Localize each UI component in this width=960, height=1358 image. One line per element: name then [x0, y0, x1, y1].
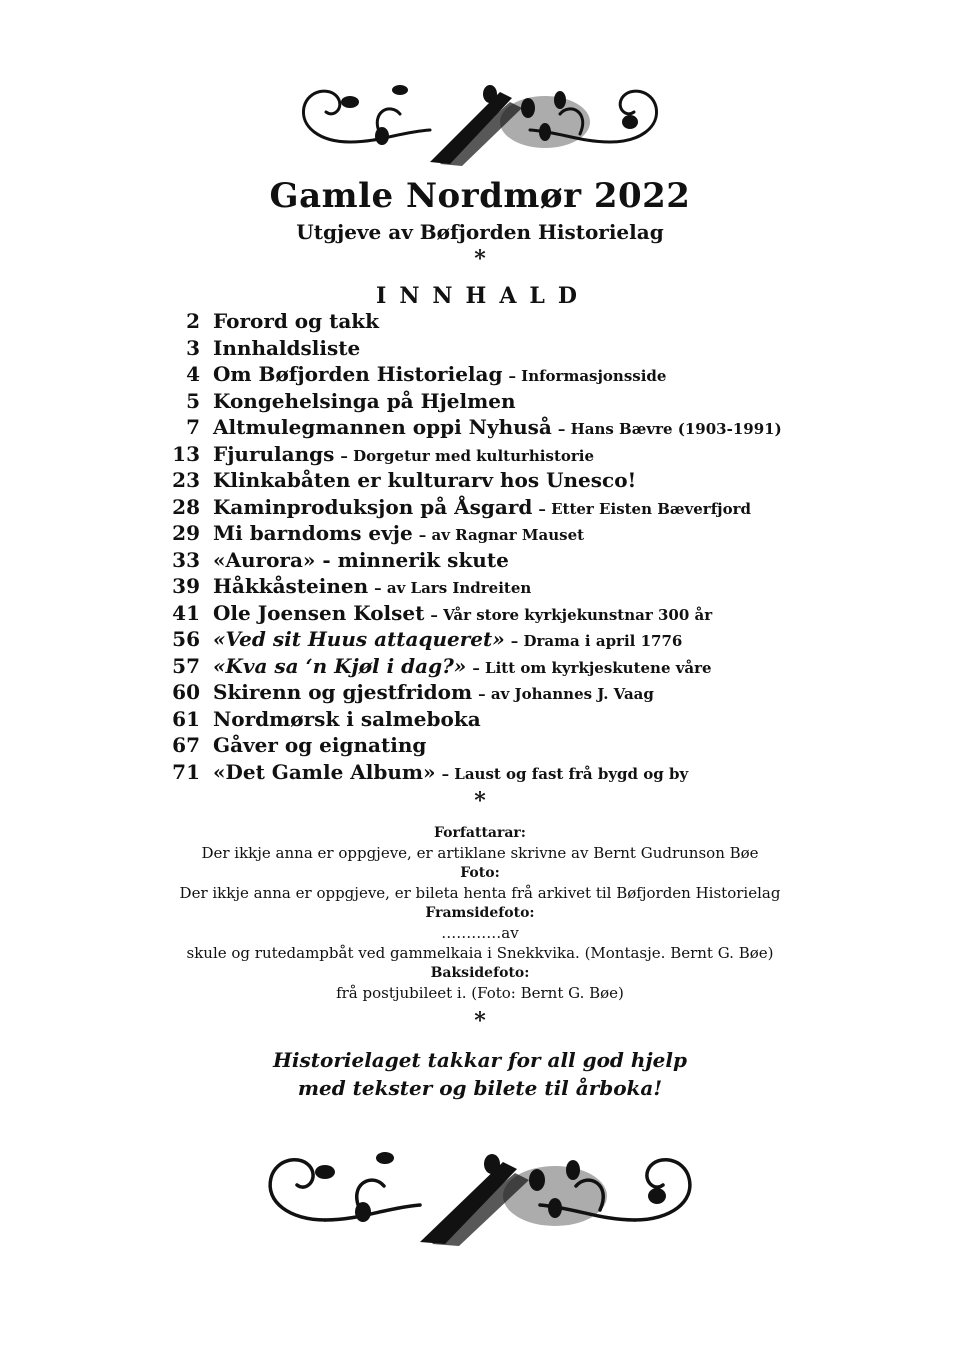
cover-photo-line2: skule og rutedampbåt ved gammelkaia i Snekkvika. (Montasje. Bernt G. Bøe): [186, 944, 774, 962]
toc-item: [160, 389, 840, 416]
toc-page-number: 56: [172, 627, 200, 651]
toc-page-number: 39: [172, 574, 200, 598]
thanks-line-2: med tekster og bilete til årboka!: [297, 1076, 663, 1100]
toc-title: Om Bøfjorden Historielag: [213, 362, 503, 386]
cover-photo-line1: …………av: [441, 924, 519, 942]
toc-page-number: 71: [172, 759, 200, 784]
toc-subtitle: – av Lars Indreiten: [374, 579, 532, 597]
toc-title: Mi barndoms evje: [213, 521, 413, 545]
toc-item: [160, 336, 840, 363]
toc-page-number: 67: [172, 733, 200, 757]
separator-star: *: [474, 1008, 486, 1034]
toc-page-number: 61: [172, 706, 200, 731]
back-photo-label: Baksidefoto:: [430, 965, 530, 981]
toc-title: Nordmørsk i salmeboka: [213, 706, 481, 731]
photo-label: Foto:: [460, 865, 500, 881]
toc-item: [160, 362, 840, 389]
toc-item: [160, 521, 840, 548]
toc-page-number: 57: [172, 653, 200, 678]
toc-page-number: 13: [172, 441, 200, 466]
toc-page-number: 23: [172, 468, 200, 492]
toc-page-number: 4: [186, 362, 200, 386]
toc-subtitle: – Etter Eisten Bæverfjord: [538, 499, 751, 518]
toc-title: Forord og takk: [213, 309, 380, 333]
toc-item: [160, 680, 840, 707]
toc-title: Skirenn og gjestfridom: [213, 680, 473, 704]
toc-item: [160, 442, 840, 469]
separator-star: *: [474, 246, 486, 272]
thanks-line-1: Historielaget takkar for all god hjelp: [273, 1048, 687, 1072]
toc-item: [160, 548, 840, 575]
toc-title: Håkkåsteinen: [213, 574, 369, 598]
birds-scroll-ornament-icon: [290, 72, 670, 168]
toc-title: «Aurora» - minnerik skute: [213, 547, 509, 572]
toc-title: Innhaldsliste: [213, 335, 361, 360]
separator-star: *: [474, 788, 486, 814]
toc-page-number: 5: [186, 388, 200, 413]
toc-subtitle: – Dorgetur med kulturhistorie: [340, 446, 595, 465]
toc-item: [160, 760, 840, 787]
cover-photo-label: Framsidefoto:: [425, 905, 535, 921]
toc-item: [160, 707, 840, 734]
toc-item: [160, 733, 840, 760]
toc-subtitle: – av Ragnar Mauset: [418, 526, 585, 544]
toc-subtitle: – Hans Bævre (1903-1991): [557, 420, 782, 438]
toc-item: [160, 415, 840, 442]
toc-page-number: 3: [186, 335, 200, 360]
toc-title: Kongehelsinga på Hjelmen: [213, 388, 516, 413]
contents-heading: INNHALD: [376, 283, 590, 309]
toc-item: [160, 468, 840, 495]
toc-title: Fjurulangs: [213, 441, 335, 466]
back-photo-text: frå postjubileet i. (Foto: Bernt G. Bøe): [336, 984, 624, 1002]
toc-title: «Ved sit Huus attaqueret»: [213, 627, 505, 651]
toc-page-number: 41: [172, 600, 200, 625]
authors-label: Forfattarar:: [434, 825, 526, 841]
toc-item: [160, 309, 840, 336]
birds-scroll-ornament-icon: [255, 1138, 705, 1248]
credits-block: [0, 823, 960, 1003]
toc-subtitle: – Litt om kyrkjeskutene våre: [472, 658, 712, 677]
toc-title: Ole Joensen Kolset: [213, 600, 425, 625]
toc-title: Klinkabåten er kulturarv hos Unesco!: [213, 468, 637, 492]
toc-subtitle: – av Johannes J. Vaag: [478, 685, 654, 703]
toc-subtitle: – Drama i april 1776: [510, 632, 683, 650]
bottom-ornament: [0, 1138, 960, 1248]
toc-page-number: 2: [186, 309, 200, 333]
toc-page-number: 29: [172, 521, 200, 545]
toc-page-number: 28: [172, 494, 200, 519]
toc-page-number: 33: [172, 547, 200, 572]
toc-item: [160, 574, 840, 601]
toc-title: Gåver og eignating: [213, 733, 427, 757]
toc-title: «Kva sa ‘n Kjøl i dag?»: [213, 653, 467, 678]
thanks-message: [0, 1046, 960, 1102]
toc-item: [160, 654, 840, 681]
toc-page-number: 60: [172, 680, 200, 704]
toc-title: Altmulegmannen oppi Nyhuså: [213, 415, 552, 439]
authors-text: Der ikkje anna er oppgjeve, er artiklane skrivne av Bernt Gudrunson Bøe: [201, 844, 759, 862]
toc-subtitle: – Vår store kyrkjekunstnar 300 år: [430, 605, 713, 624]
toc-subtitle: – Laust og fast frå bygd og by: [441, 764, 689, 783]
toc-page-number: 7: [186, 415, 200, 439]
top-ornament: [0, 72, 960, 168]
toc-item: [160, 495, 840, 522]
toc-title: Kaminproduksjon på Åsgard: [213, 494, 533, 519]
table-of-contents: [160, 309, 840, 786]
page-title: Gamle Nordmør 2022: [269, 176, 691, 216]
photo-text: Der ikkje anna er oppgjeve, er bileta henta frå arkivet til Bøfjorden Historielag: [179, 884, 781, 902]
toc-title: «Det Gamle Album»: [213, 759, 436, 784]
toc-item: [160, 627, 840, 654]
publisher-subtitle: Utgjeve av Bøfjorden Historielag: [296, 220, 664, 244]
toc-item: [160, 601, 840, 628]
toc-subtitle: – Informasjonsside: [508, 367, 667, 385]
